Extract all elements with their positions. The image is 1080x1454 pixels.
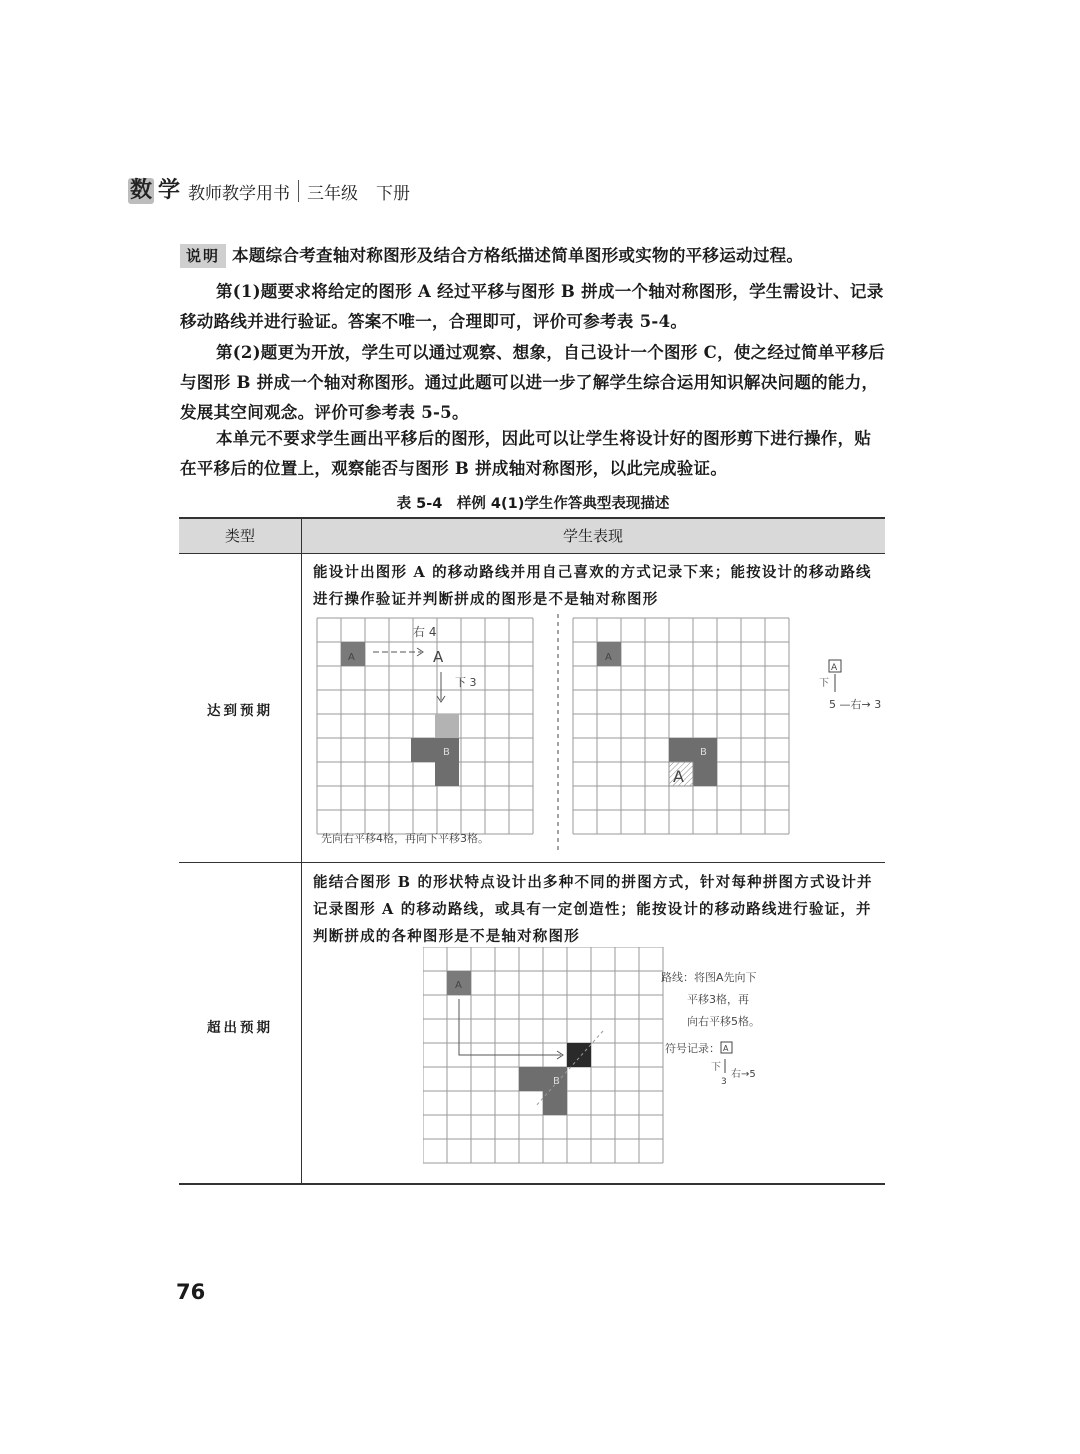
symbol-down: 下	[819, 678, 829, 689]
assessment-table	[179, 517, 885, 1185]
logo-char-1: 数	[130, 178, 153, 203]
note-paragraph	[180, 241, 886, 271]
book-title: 教师教学用书	[188, 183, 291, 204]
route-note-1: 路线：将图A先向下	[661, 971, 757, 984]
shape-b-label: B	[553, 1076, 560, 1087]
figure-3-notes	[661, 967, 821, 1087]
row-description-exceeds: 能结合图形 B 的形状特点设计出多种不同的拼图方式，针对每种拼图方式设计并记录图形 A 的移动路线，或具有一定创造性；能按设计的移动路线进行验证，并判断拼成的各种图形是不是轴对称图形	[313, 874, 873, 945]
figure-2-grid	[567, 614, 885, 844]
paragraph-2-text: 第(2)题更为开放，学生可以通过观察、想象，自己设计一个图形 C，使之经过简单平移后与图形 B 拼成一个轴对称图形。通过此题可以进一步了解学生综合运用知识解决问题的能力，发展其空间观念。评价可参考表 5-5。	[180, 343, 886, 422]
row-description-meets: 能设计出图形 A 的移动路线并用自己喜欢的方式记录下来；能按设计的移动路线进行操作验证并判断拼成的图形是不是轴对称图形	[313, 564, 872, 608]
shape-a-label: A	[605, 652, 612, 663]
paragraph-2	[180, 338, 886, 428]
shape-a-moved	[435, 714, 459, 738]
shape-b-top	[411, 738, 459, 762]
shape-b-label: B	[443, 747, 450, 758]
shape-a-moved	[567, 1043, 591, 1067]
symbol-box-label: A	[723, 1044, 729, 1053]
table-caption: 表 5-4 样例 4(1)学生作答典型表现描述	[396, 496, 670, 512]
figure-1-grid	[315, 614, 560, 854]
logo-char-2: 学	[158, 178, 181, 203]
route-note-2: 平移3格，再	[687, 993, 749, 1006]
symbol-text: 5 —右→ 3	[829, 698, 882, 711]
page-number: 76	[176, 1280, 206, 1304]
paragraph-3-text: 本单元不要求学生画出平移后的图形，因此可以让学生将设计好的图形剪下进行操作，贴在平移后的位置上，观察能否与图形 B 拼成轴对称图形，以此完成验证。	[180, 429, 872, 478]
running-header	[128, 176, 410, 206]
paragraph-1-text: 第(1)题要求将给定的图形 A 经过平移与图形 B 拼成一个轴对称图形，学生需设计、记录移动路线并进行验证。答案不唯一，合理即可，评价可参考表 5-4。	[180, 282, 884, 331]
arrow-note-down: 下 3	[455, 676, 477, 689]
paragraph-3	[180, 424, 886, 484]
table-header-row	[179, 519, 885, 554]
column-divider	[301, 519, 302, 1183]
shape-b-label: B	[700, 747, 707, 758]
shape-a-label: A	[348, 652, 355, 663]
header-type: 类型	[224, 527, 255, 545]
shape-b-bottom	[693, 762, 717, 786]
row-type-exceeds: 超出预期	[207, 1020, 273, 1036]
shape-b-bottom	[435, 762, 459, 786]
shape-b-top	[669, 738, 717, 762]
grade-label: 三年级	[307, 183, 359, 204]
note-text: 本题综合考查轴对称图形及结合方格纸描述简单图形或实物的平移运动过程。	[232, 246, 804, 265]
figure-1-footnote: 先向右平移4格，再向下平移3格。	[321, 832, 489, 845]
shape-a-label: A	[455, 980, 462, 991]
route-line	[459, 999, 561, 1055]
subject-logo	[128, 178, 182, 204]
route-note-3: 向右平移5格。	[687, 1015, 760, 1028]
header-performance: 学生表现	[562, 527, 623, 545]
note-label: 说明	[180, 244, 226, 268]
symbol-num: 3	[721, 1077, 727, 1087]
label-a-target: A	[433, 648, 444, 666]
arrow-note-right: 右 4	[413, 625, 437, 639]
volume-label: 下册	[376, 183, 411, 204]
symbol-box-label: A	[831, 663, 838, 673]
symbol-label: 符号记录：	[665, 1042, 720, 1055]
paragraph-1	[180, 277, 886, 337]
row-type-meets: 达到预期	[207, 703, 273, 719]
row-divider	[179, 862, 885, 863]
shape-a-placed-label: A	[673, 767, 684, 786]
symbol-text: 右→5	[731, 1069, 756, 1080]
symbol-down: 下	[711, 1062, 721, 1073]
header-divider	[298, 180, 299, 202]
